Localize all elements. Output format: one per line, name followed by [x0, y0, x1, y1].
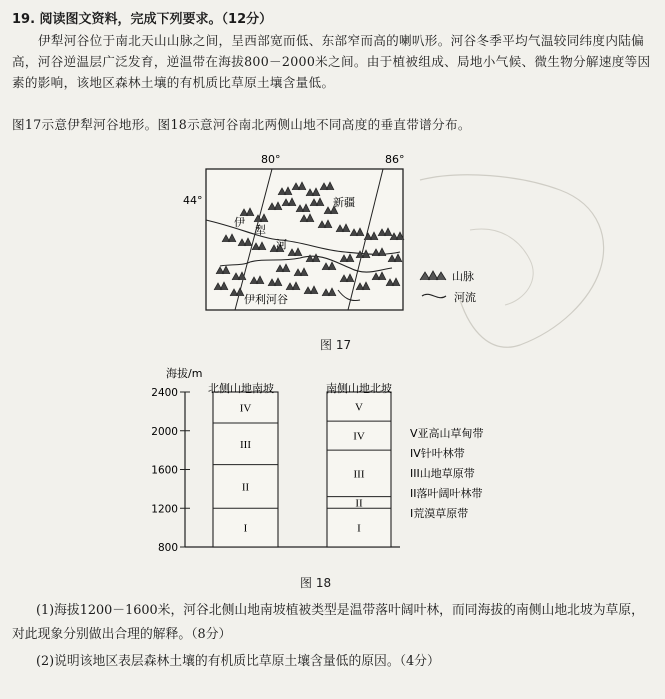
y-tick-label: 1200: [151, 503, 178, 516]
zone-legend: [410, 426, 484, 520]
y-tick-label: 800: [157, 542, 178, 554]
figure17-caption: 图 17: [320, 338, 352, 352]
question-header: 19. 阅读图文资料，完成下列要求。（12分）: [12, 12, 273, 27]
left-column-title: 北侧山地南坡: [208, 382, 274, 395]
region-label-xinjiang: 新疆: [333, 196, 355, 209]
figure-intro-text: 图17示意伊犁河谷地形。图18示意河谷南北两侧山地不同高度的垂直带谱分布。: [12, 117, 471, 132]
legend-mountain-label: 山脉: [452, 270, 474, 283]
river-label-yi: 伊: [234, 216, 245, 229]
river-label-he: 河: [276, 238, 287, 251]
legend-item-i: I荒漠草原带: [410, 507, 469, 520]
zone-label: I: [357, 522, 361, 535]
river-label-li: 犁: [255, 224, 266, 237]
zone-columns: [213, 392, 391, 547]
legend-item-iv: IV针叶林带: [410, 447, 465, 460]
y-ticks: [151, 387, 190, 554]
legend-item-ii: II落叶阔叶林带: [410, 487, 483, 500]
zone-label: IV: [353, 430, 365, 443]
zone-label: I: [243, 522, 248, 535]
legend-river-label: 河流: [454, 291, 476, 304]
y-tick-label: 2000: [151, 425, 178, 438]
lon-label-86: 86°: [385, 153, 405, 166]
right-column-title: 南侧山地北坡: [326, 382, 392, 395]
lon-label-80: 80°: [261, 153, 281, 166]
zone-label: III: [240, 438, 251, 451]
intro-text: 伊犁河谷位于南北天山山脉之间，呈西部宽而低、东部窄而高的喇叭形。河谷冬季平均气温较同纬度内陆偏高，河谷逆温层广泛发育，逆温带在海拔800－2000米之间。由于植被组成、局地小气候、微生物分解速度等因素的影响，该地区森林土壤的有机质比草原土壤含量低。: [12, 33, 651, 90]
zone-label: IV: [239, 402, 252, 415]
legend-item-iii: III山地草原带: [410, 467, 475, 480]
figure18-caption: 图 18: [300, 576, 332, 590]
lat-label-44: 44°: [183, 194, 203, 207]
y-tick-label: 2400: [151, 387, 178, 399]
zone-label: II: [241, 481, 250, 494]
y-axis-title: 海拔/m: [166, 367, 203, 380]
zone-label: V: [355, 401, 363, 414]
legend-item-v: V亚高山草甸带: [410, 427, 484, 440]
zone-label: II: [355, 497, 363, 510]
y-tick-label: 1600: [151, 464, 178, 477]
sub-question-1: (1)海拔1200－1600米，河谷北侧山地南坡植被类型是温带落叶阔叶林，而同海拔的南侧山地北坡为草原，对此现象分别做出合理的解释。（8分）: [12, 603, 644, 642]
sub-question-2: (2)说明该地区表层森林土壤的有机质比草原土壤含量低的原因。（4分）: [36, 654, 440, 669]
valley-label: 伊利河谷: [244, 293, 288, 306]
zone-label: III: [353, 468, 365, 481]
